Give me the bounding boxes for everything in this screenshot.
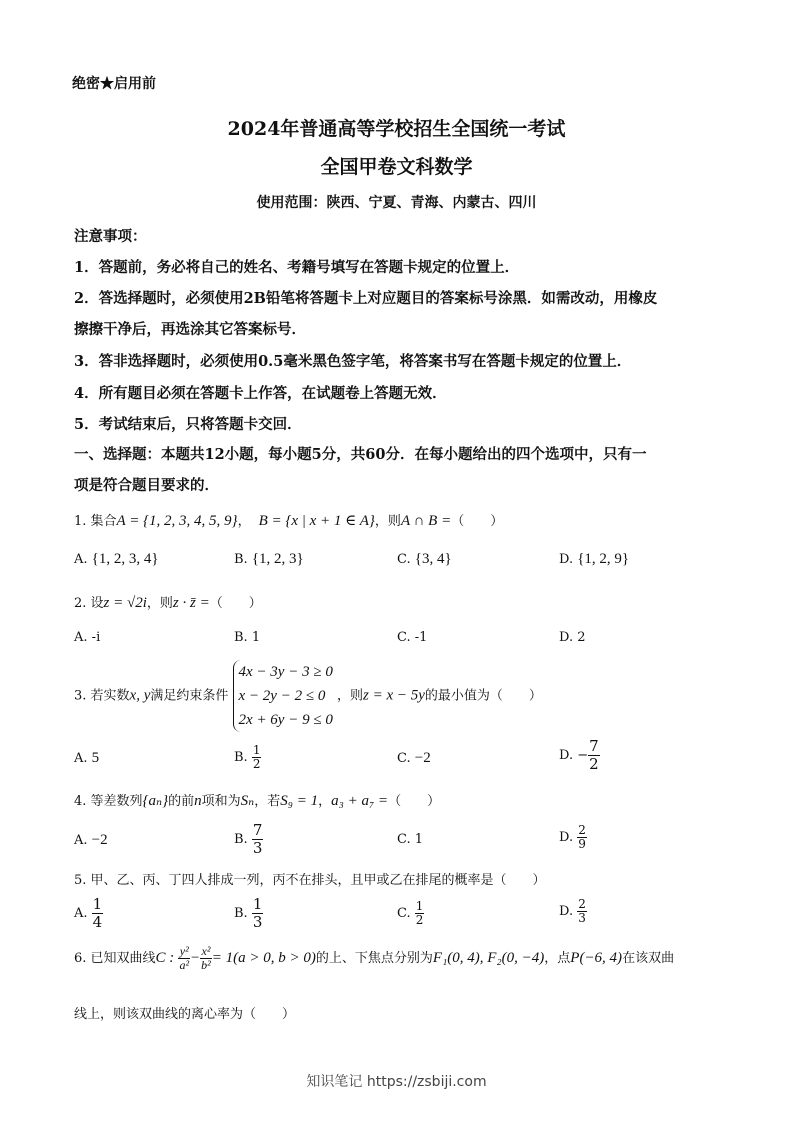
q2-option-d: D. 2 <box>559 630 586 645</box>
q5-option-d: D. $\frac{2}{3}$ <box>559 897 586 925</box>
q1-option-d: D. {1, 2, 9} <box>559 551 630 567</box>
q1-option-a: A. {1, 2, 3, 4} <box>74 551 159 567</box>
q2-option-c: C. -1 <box>397 630 428 645</box>
exam-subtitle: 全国甲卷文科数学 <box>320 156 473 178</box>
section-heading: 一、选择题：本题共12小题，每小题5分，共60分．在每小题给出的四个选项中，只有一 <box>74 446 647 463</box>
question-2: 2. 设z = √2i，则z · z̄ =（ ） <box>74 595 262 611</box>
q5-option-b: B. $\frac{1}{3}$ <box>234 895 263 931</box>
q3-option-b: B. $\frac{1}{2}$ <box>234 743 261 771</box>
q1-option-c: C. {3, 4} <box>397 551 452 567</box>
notes-heading: 注意事项： <box>74 228 147 245</box>
q4-option-a: A. −2 <box>74 832 108 848</box>
section-heading-cont: 项是符合题目要求的． <box>74 477 219 494</box>
question-3: 3. 若实数x, y满足约束条件 4x − 3y − 3 ≥ 0 x − 2y − 2 ≤ 0 2x + 6y − 9 ≤ 0 ，则z = x − 5y的最小值为（ ） <box>74 660 542 732</box>
note-1: 1．答题前，务必将自己的姓名、考籍号填写在答题卡规定的位置上． <box>74 259 520 276</box>
usage-range: 使用范围：陕西、宁夏、青海、内蒙古、四川 <box>256 195 537 211</box>
q1-option-b: B. {1, 2, 3} <box>234 551 304 567</box>
q4-option-d: D. $\frac{2}{9}$ <box>559 823 586 851</box>
question-4: 4. 等差数列{aₙ}的前n项和为Sₙ，若S₉ = 1，a₃ + a₇ =（ ） <box>74 793 441 809</box>
note-4: 4．所有题目必须在答题卡上作答，在试题卷上答题无效． <box>74 385 447 402</box>
exam-title: 2024年普通高等学校招生全国统一考试 <box>227 118 566 140</box>
note-5: 5．考试结束后，只将答题卡交回． <box>74 416 302 433</box>
q4-option-b: B. $\frac{7}{3}$ <box>234 821 263 857</box>
q5-option-a: A. $\frac{1}{4}$ <box>74 895 103 931</box>
note-3: 3．答非选择题时，必须使用0.5毫米黑色签字笔，将答案书写在答题卡规定的位置上． <box>74 353 632 370</box>
note-2-cont: 擦擦干净后，再选涂其它答案标号． <box>74 321 306 338</box>
q3-option-d: D. − $\frac{7}{2}$ <box>559 737 599 773</box>
q3-option-c: C. −2 <box>397 750 431 766</box>
q2-option-b: B. 1 <box>234 630 261 645</box>
q4-option-c: C. 1 <box>397 832 424 847</box>
footer-watermark: 知识笔记 https://zsbiji.com <box>306 1074 487 1090</box>
question-1: 1. 集合A = {1, 2, 3, 4, 5, 9}， B = {x | x + 1 ∈ A}，则A ∩ B =（ ） <box>74 513 504 529</box>
q2-option-a: A. -i <box>74 630 101 645</box>
confidential-label: 绝密★启用前 <box>72 76 156 92</box>
question-6-cont: 线上，则该双曲线的离心率为（ ） <box>74 1007 296 1022</box>
question-6: 6. 已知双曲线C : $\frac{\text{y²}}{\text{a²}}$ − $\frac{\text{x²}}{\text{b²}}$ = 1(a > 0, b > 0)的上、下焦点分别为F₁(0, 4), F₂(0, −4)，点P(−6, 4)在该双曲 <box>74 944 675 972</box>
question-5: 5. 甲、乙、丙、丁四人排成一列，丙不在排头，且甲或乙在排尾的概率是（ ） <box>74 873 546 888</box>
q3-option-a: A. 5 <box>74 750 100 766</box>
constraint-system: 4x − 3y − 3 ≥ 0 x − 2y − 2 ≤ 0 2x + 6y − 9 ≤ 0 <box>233 660 333 732</box>
note-2: 2．答选择题时，必须使用2B铅笔将答题卡上对应题目的答案标号涂黑．如需改动，用橡皮 <box>74 290 658 307</box>
q5-option-c: C. $\frac{1}{2}$ <box>397 899 424 927</box>
